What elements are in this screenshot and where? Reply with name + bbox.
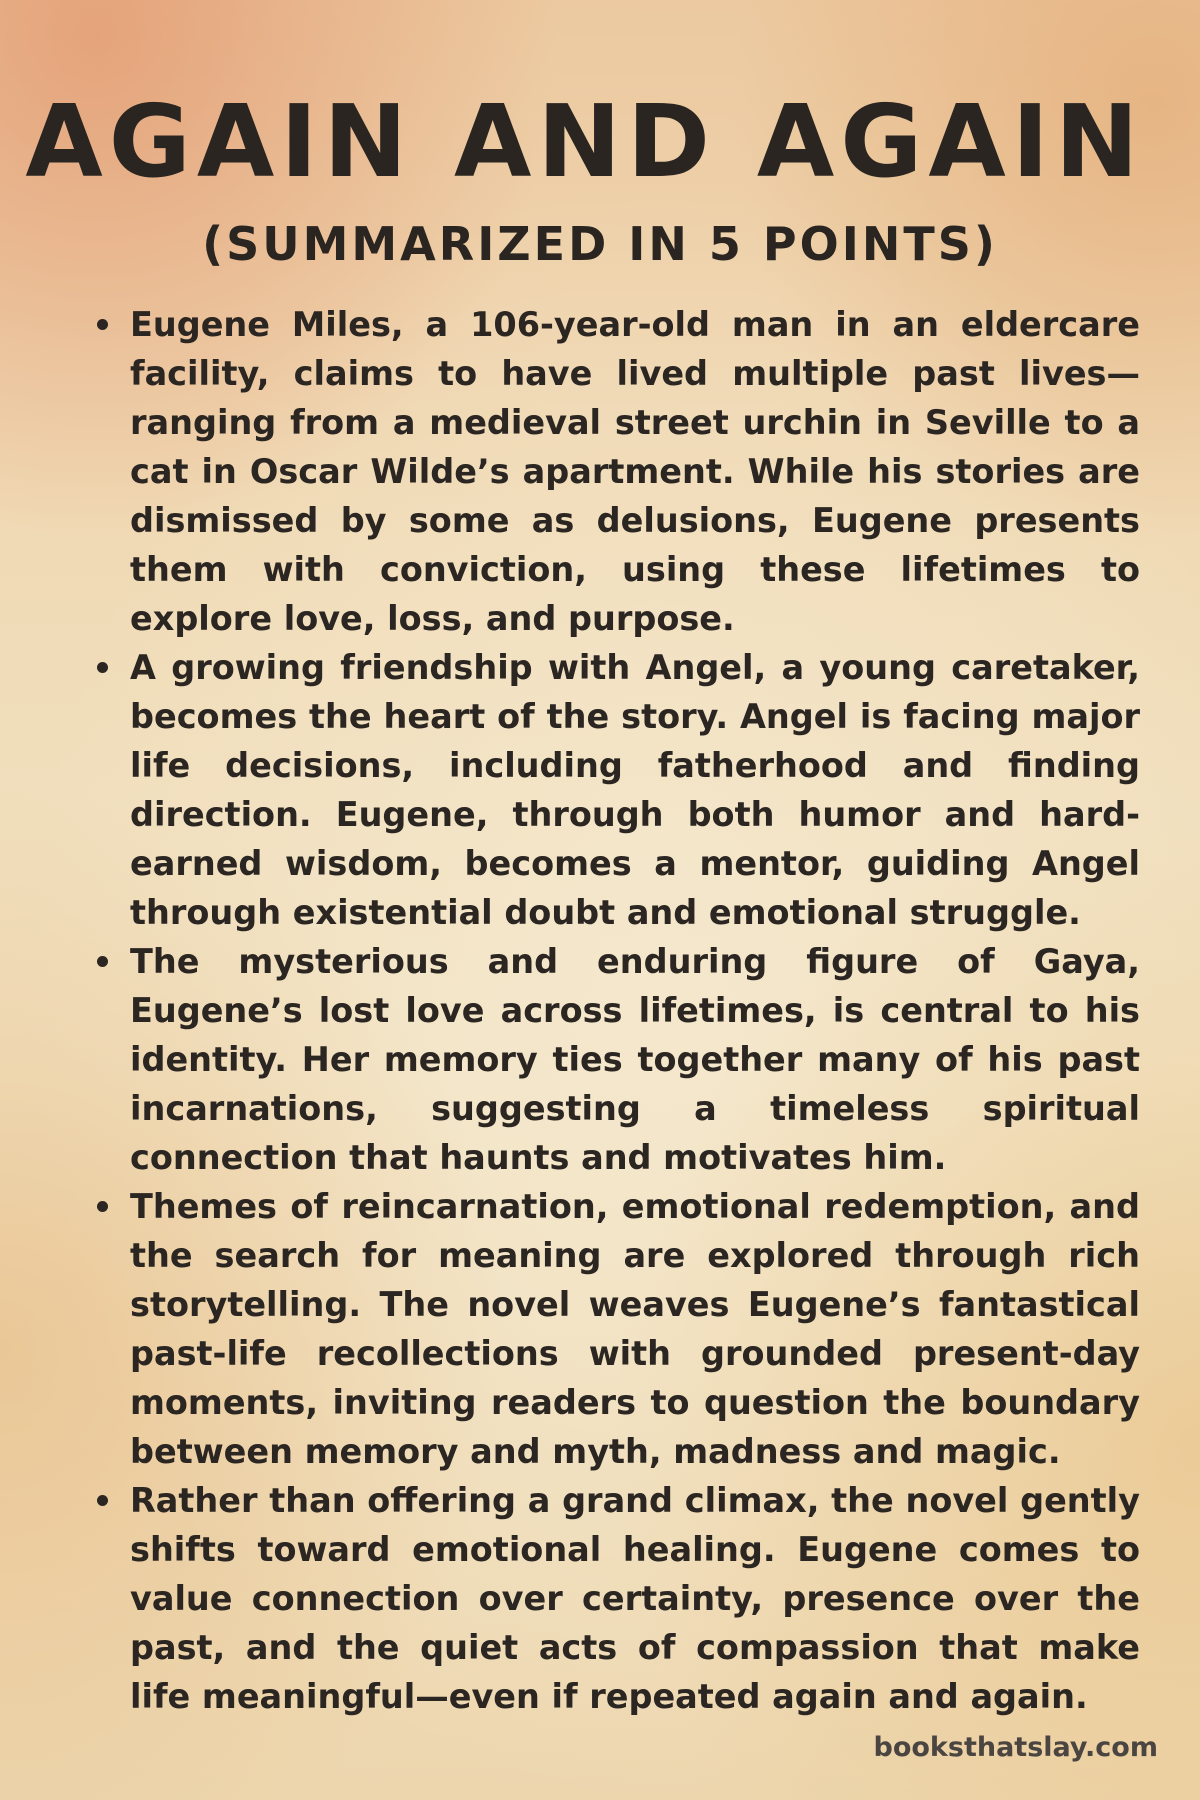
- summary-point-3: [95, 937, 1140, 1182]
- summary-point-5: [95, 1476, 1140, 1721]
- summary-points-list: [95, 300, 1140, 1721]
- bullet-icon: [97, 1495, 108, 1506]
- summary-point-text: The mysterious and enduring figure of Gaya, Eugene’s lost love across lifetimes, is central to his identity. Her memory ties together many of his past incarnations, suggesting a timeless spiritual connection that haunts and motivates him.: [130, 942, 1140, 1177]
- summary-point-2: [95, 643, 1140, 937]
- summary-point-text: Rather than offering a grand climax, the novel gently shifts toward emotional healing. Eugene comes to value connection over certainty, presence over the past, and the quiet acts of compassion that make life meaningful—even if repeated again and again.: [130, 1481, 1140, 1716]
- bullet-icon: [97, 319, 108, 330]
- bullet-icon: [97, 956, 108, 967]
- summary-point-text: A growing friendship with Angel, a young caretaker, becomes the heart of the story. Angel is facing major life decisions, including fatherhood and finding direction. Eugene, through both humor and hard-earned wisdom, becomes a mentor, guiding Angel through existential doubt and emotional struggle.: [130, 648, 1140, 932]
- summary-point-text: Themes of reincarnation, emotional redemption, and the search for meaning are explored through rich storytelling. The novel weaves Eugene’s fantastical past-life recollections with grounded present-day moments, inviting readers to question the boundary between memory and myth, madness and magic.: [130, 1187, 1140, 1471]
- page-title: AGAIN AND AGAIN: [25, 83, 1145, 200]
- page-subtitle: (SUMMARIZED IN 5 POINTS): [202, 217, 998, 271]
- summary-point-4: [95, 1182, 1140, 1476]
- summary-point-1: [95, 300, 1140, 643]
- bullet-icon: [97, 1201, 108, 1212]
- summary-point-text: Eugene Miles, a 106-year-old man in an eldercare facility, claims to have lived multiple past lives—ranging from a medieval street urchin in Seville to a cat in Oscar Wilde’s apartment. While his stories are dismissed by some as delusions, Eugene presents them with conviction, using these lifetimes to explore love, loss, and purpose.: [130, 305, 1140, 638]
- bullet-icon: [97, 662, 108, 673]
- source-watermark: booksthatslay.com: [873, 1732, 1158, 1763]
